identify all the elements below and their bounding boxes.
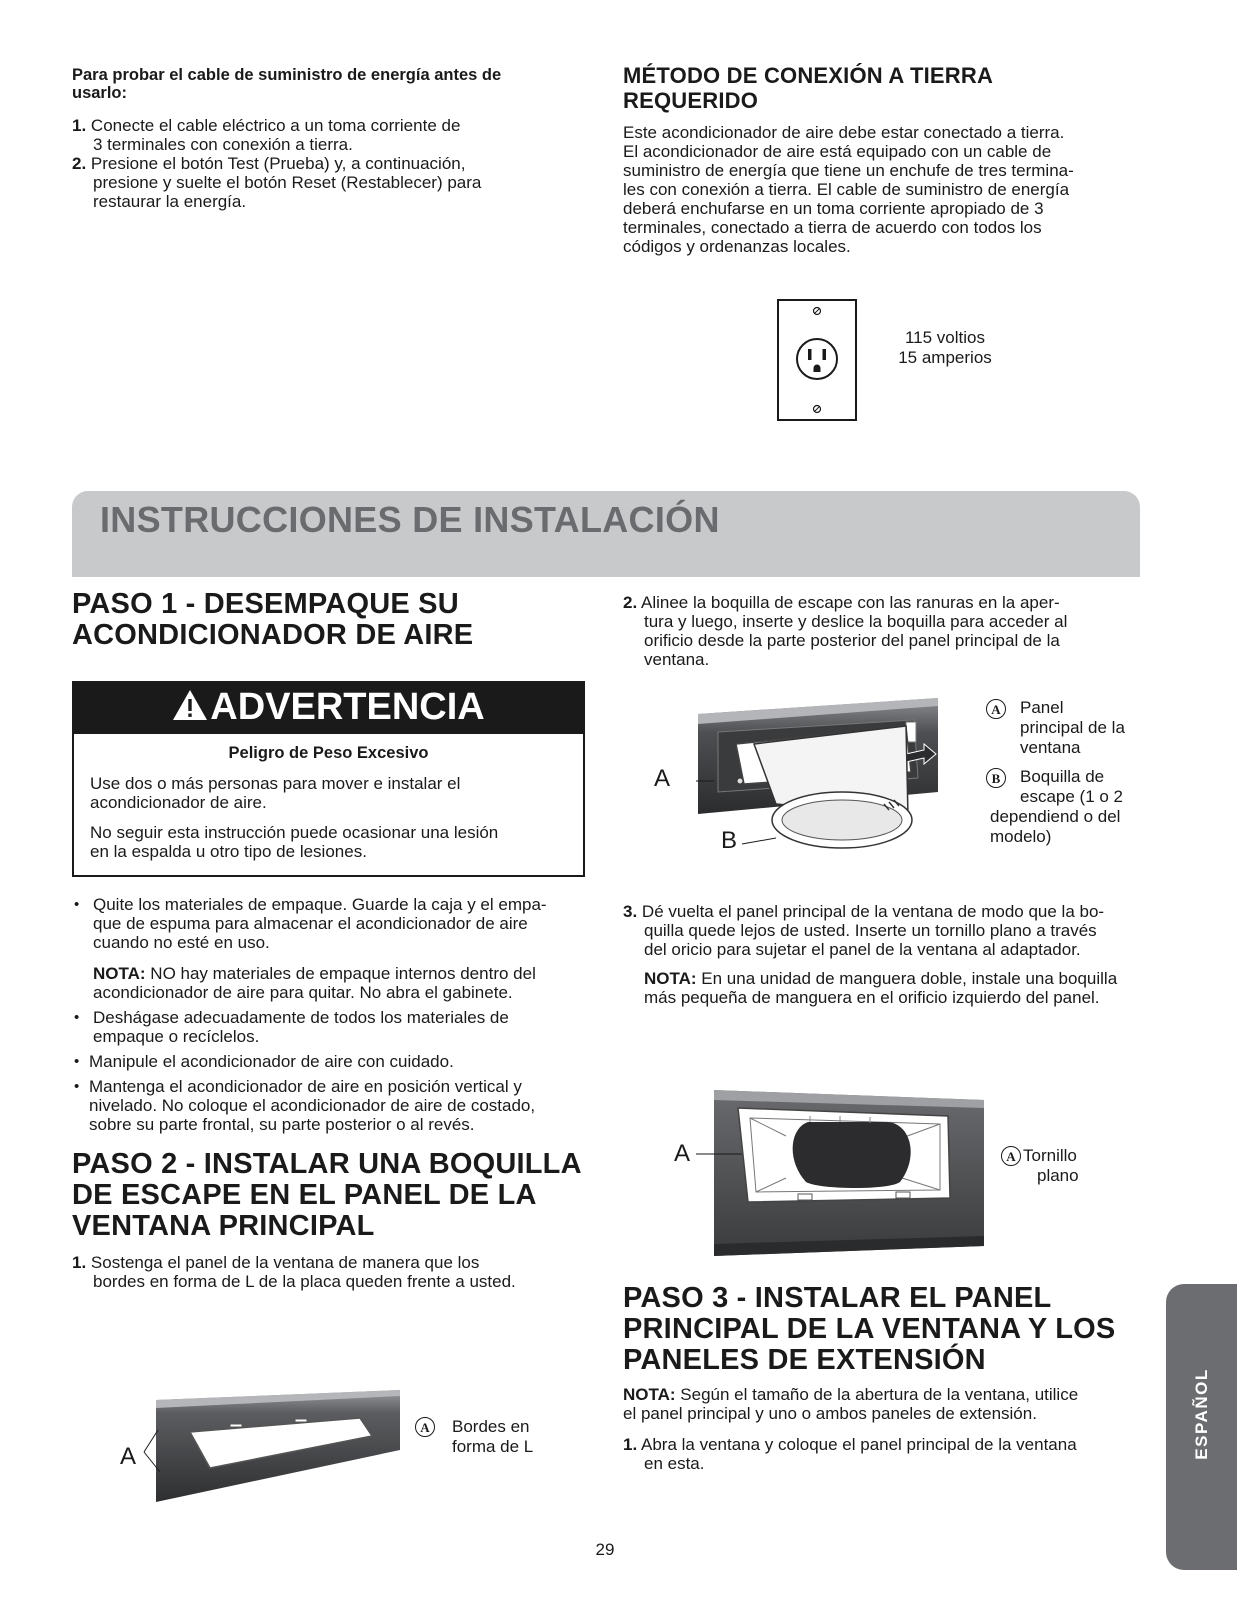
fig3-label-a: A xyxy=(674,1140,691,1167)
outlet-caption: 115 voltios 15 amperios xyxy=(898,328,992,367)
legend-badge-a: A xyxy=(415,1417,435,1437)
fig3-legend: A Tornillo plano xyxy=(1001,1146,1151,1186)
bullet-item: • Mantenga el acondicionador de aire en posición vertical y nivelado. No coloque el acondicionador de aire de costado, sobre su parte frontal, su parte posterior o al revés. xyxy=(74,1077,536,1134)
step2-note: NOTA: En una unidad de manguera doble, instale una boquilla más pequeña de manguera en el orificio izquierdo del panel. xyxy=(644,969,1118,1007)
grounding-text: Este acondicionador de aire debe estar conectado a tierra. El acondicionador de aire está equipado con un cable de suministro de energía que tiene un enchufe de tres termina- les con conexión a tierra. El cable de suministro de energía deberá enchufarse en un toma corriente apropiado de 3 terminales, conectado a tierra de acuerdo con todos los códigos y ordenanzas locales. xyxy=(623,123,1074,256)
legend-badge-a: A xyxy=(986,699,1006,719)
bullet-item: • Quite los materiales de empaque. Guarde la caja y el empa- que de espuma para almacenar el acondicionador de aire cuando no esté en uso. xyxy=(74,895,547,952)
step1-bullets xyxy=(72,895,592,1134)
step3-body: NOTA: Según el tamaño de la abertura de la ventana, utilice el panel principal y uno o ambos paneles de extensión. 1. Abra la ventana y coloque el panel principal de la ventana en esta. xyxy=(623,1385,1079,1473)
outlet-illustration xyxy=(777,299,857,421)
legend-badge-a: A xyxy=(1001,1146,1021,1166)
step2-item-1: 1. Sostenga el panel de la ventana de manera que los bordes en forma de L de la placa queden frente a usted. xyxy=(72,1253,516,1291)
fig2-label-b: B xyxy=(721,827,738,854)
legend-badge-b: B xyxy=(986,768,1006,788)
warning-subtitle: Peligro de Peso Excesivo xyxy=(228,744,429,762)
warning-box xyxy=(72,681,585,877)
page-number: 29 xyxy=(595,1540,615,1559)
warning-header xyxy=(74,683,583,734)
grounding-heading: MÉTODO DE CONEXIÓN A TIERRA REQUERIDO xyxy=(623,63,994,113)
fig2-legend-a: A Panel principal de la ventana xyxy=(986,698,1156,758)
step2-heading: PASO 2 - INSTALAR UNA BOQUILLA DE ESCAPE EN EL PANEL DE LA VENTANA PRINCIPAL xyxy=(72,1148,582,1242)
fig2-label-a: A xyxy=(654,765,671,792)
warning-body: Use dos o más personas para mover e instalar el acondicionador de aire. No seguir esta instrucción puede ocasionar una lesión en la espalda u otro tipo de lesiones. xyxy=(90,774,499,861)
bullet-item: • Deshágase adecuadamente de todos los materiales de empaque o recíclelos. xyxy=(74,1008,509,1046)
warning-title: ADVERTENCIA xyxy=(210,686,485,728)
bullet-item: • Manipule el acondicionador de aire con cuidado. xyxy=(74,1052,454,1071)
language-side-tab[interactable] xyxy=(1166,1284,1237,1570)
step2-item-2: 2. Alinee la boquilla de escape con las ranuras en la aper- tura y luego, inserte y deslice la boquilla para acceder al orificio desde la parte posterior del panel principal de la ventana. xyxy=(623,593,1068,669)
fig1-legend: A Bordes en forma de L xyxy=(415,1417,565,1457)
step2-item-3: 3. Dé vuelta el panel principal de la ventana de modo que la bo- quilla quede lejos de usted. Inserte un tornillo plano a través del oricio para sujetar el panel de la ventana al adaptador. NOTA: En una unidad de manguera doble, instale una boquilla más pequeña de manguera en el orificio izquierdo del panel. xyxy=(623,902,1168,1007)
section-banner xyxy=(72,491,1140,577)
banner-title: INSTRUCCIONES DE INSTALACIÓN xyxy=(100,499,720,540)
window-panel-l-edges-illustration xyxy=(110,1390,410,1508)
window-panel-screw-illustration xyxy=(690,1086,986,1256)
test-instructions: Para probar el cable de suministro de energía antes de usarlo: 1. Conecte el cable eléctrico a un toma corriente de 3 terminales con conexión a tierra. 2. Presione el botón Test (Prueba) y, a continuación, presione y suelte el botón Reset (Restablecer) para restaurar la energía. xyxy=(72,66,562,211)
grounding-section xyxy=(623,63,1153,256)
fig2-legend-b: B Boquilla de escape (1 o 2 dependiend o del modelo) xyxy=(986,767,1156,847)
step1-note: NOTA: NO hay materiales de empaque internos dentro del acondicionador de aire para quitar. No abra el gabinete. xyxy=(93,964,536,1002)
warning-triangle-icon xyxy=(172,689,208,721)
test-step-1: 1. Conecte el cable eléctrico a un toma corriente de xyxy=(72,116,461,135)
fig1-label-a: A xyxy=(120,1443,137,1470)
side-tab-label: ESPAÑOL xyxy=(1192,1368,1211,1460)
test-intro: Para probar el cable de suministro de energía antes de usarlo: xyxy=(72,66,502,102)
step3-heading: PASO 3 - INSTALAR EL PANEL PRINCIPAL DE LA VENTANA Y LOS PANELES DE EXTENSIÓN xyxy=(623,1282,1116,1376)
step1-heading: PASO 1 - DESEMPAQUE SU ACONDICIONADOR DE AIRE xyxy=(72,588,474,651)
test-step-2: 2. Presione el botón Test (Prueba) y, a continuación, xyxy=(72,154,466,173)
